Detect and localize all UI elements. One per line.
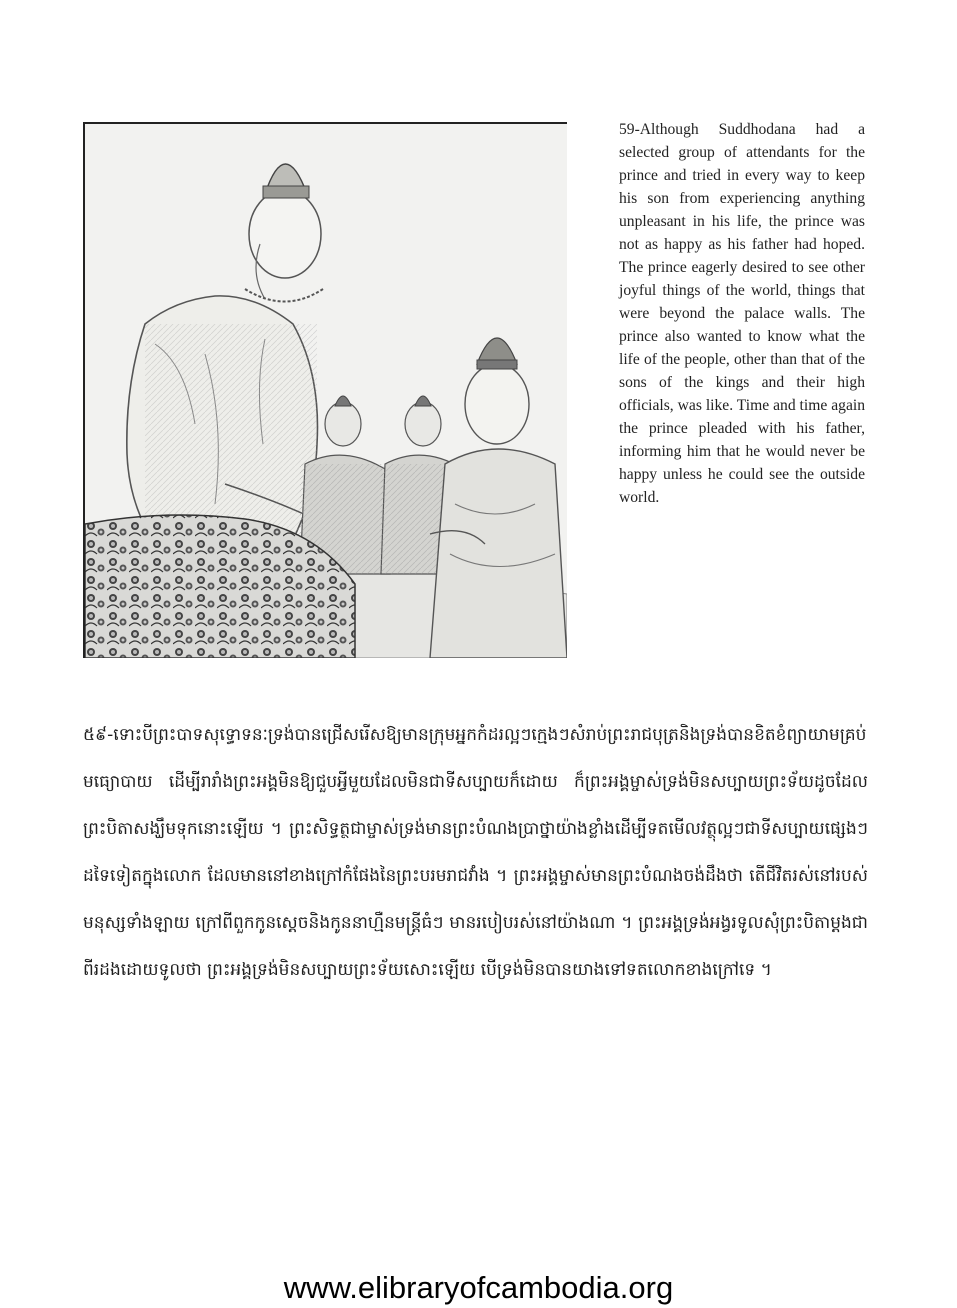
english-caption: 59-Although Suddhodana had a selected group of attendants for the prince and tried in every way to keep his son from experiencing anything unpleasant in his life, the prince was not as happy as his father had hoped. The prince eagerly desired to see other joyful things of the world, things that were beyond the palace walls. The prince also wanted to know what the life of the people, other than that of the sons of the kings and their high officials, was like. Time and time again the prince pleaded with his father, informing him that he would never be happy unless he could see the outside world. — [619, 121, 865, 506]
illustration-king-and-prince — [83, 122, 567, 658]
sketch-drawing — [85, 124, 567, 658]
khmer-paragraph: ៥៩-ទោះបីព្រះបាទសុទ្ធោទនៈទ្រង់បានជ្រើសរើសឱ្យមានក្រុមអ្នកកំដរល្អៗក្មេងៗសំរាប់ព្រះរាជបុត្រនិងទ្រង់បានខិតខំព្យាយាមគ្រប់មធ្យោបាយ ដើម្បីរារាំងព្រះអង្គមិនឱ្យជួបអ្វីមួយដែលមិនជាទីសប្បាយក៏ដោយ ក៏ព្រះអង្គម្ចាស់ទ្រង់មិនសប្បាយព្រះទ័យដូចដែលព្រះបិតាសង្ឃឹមទុកនោះឡើយ ។ ព្រះសិទ្ធត្ថជាម្ចាស់ទ្រង់មានព្រះបំណងប្រាថ្នាយ៉ាងខ្លាំងដើម្បីទតមើលវត្ថុល្អៗជាទីសប្បាយផ្សេងៗដទៃទៀតក្នុងលោក ដែលមាននៅខាងក្រៅកំផែងនៃព្រះបរមរាជវាំង ។ ព្រះអង្គម្ចាស់មានព្រះបំណងចង់ដឹងថា តើជីវិតរស់នៅរបស់មនុស្សទាំងឡាយ ក្រៅពីពួកកូនស្តេចនិងកូននាហ្មឺនមន្ត្រីធំៗ មានរបៀបរស់នៅយ៉ាងណា ។ ព្រះអង្គទ្រង់អង្វរទូលសុំព្រះបិតាម្តងជាពីរដងដោយទូលថា ព្រះអង្គទ្រង់មិនសប្បាយព្រះទ័យសោះឡើយ បើទ្រង់មិនបានយាងទៅទតលោកខាងក្រៅទេ ។ — [83, 725, 868, 980]
footer-url[interactable]: www.elibraryofcambodia.org — [283, 1270, 674, 1305]
